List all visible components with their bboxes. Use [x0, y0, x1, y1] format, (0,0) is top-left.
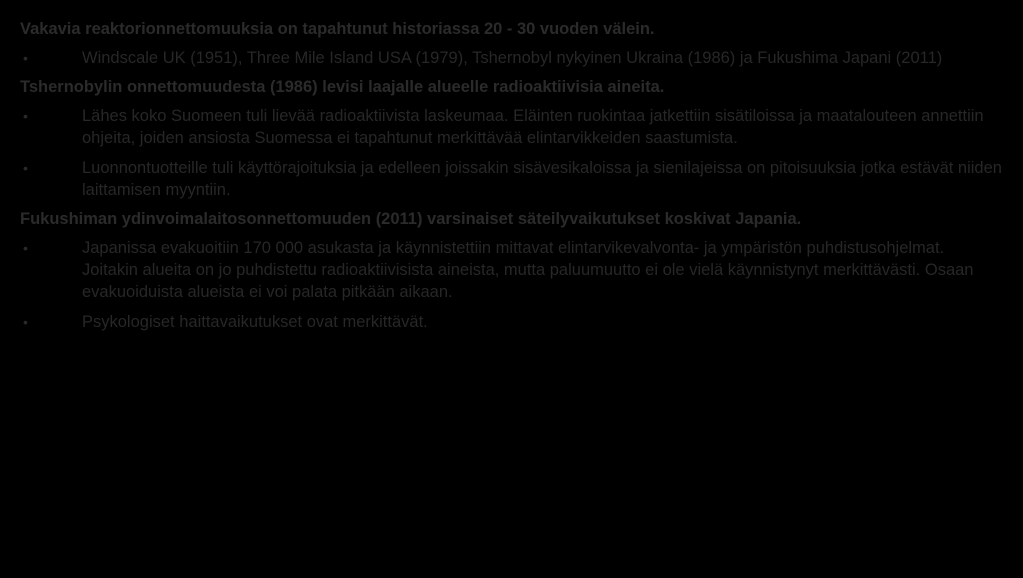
heading-reactor-accidents: Vakavia reaktorionnettomuuksia on tapahtunut historiassa 20 - 30 vuoden välein. [20, 20, 655, 38]
bullet-text: Lähes koko Suomeen tuli lievää radioaktiivista laskeumaa. Eläinten ruokintaa jatkettiin sisätiloissa ja maatalouteen annettiin ohjeita, joiden ansiosta Suomessa ei tapahtunut merkittävää elintarvikkeiden saastumista. [82, 107, 984, 147]
bullet-accident-list [20, 47, 1003, 69]
bullet-dot-icon: • [23, 50, 28, 66]
bullet-dot-icon: • [23, 240, 28, 256]
bullet-natural-products [20, 157, 1003, 201]
bullet-psychological-effects [20, 311, 1003, 333]
bullet-text: Luonnontuotteille tuli käyttörajoituksia ja edelleen joissakin sisävesikaloissa ja sienilajeissa on pitoisuuksia jotka estävät niiden laittamisen myyntiin. [82, 159, 1002, 199]
bullet-text: Windscale UK (1951), Three Mile Island USA (1979), Tshernobyl nykyinen Ukraina (1986) ja Fukushima Japani (2011) [82, 49, 943, 67]
bullet-text: Japanissa evakuoitiin 170 000 asukasta ja käynnistettiin mittavat elintarvikevalvonta- ja ympäristön puhdistusohjelmat. Joitakin alueita on jo puhdistettu radioaktiivisista aineista, mutta paluumuutto ei ole vielä käynnistynyt merkittävästi. Osaan evakuoiduista alueista ei voi palata pitkään aikaan. [82, 239, 974, 301]
heading-chernobyl: Tshernobylin onnettomuudesta (1986) levisi laajalle alueelle radioaktiivisia aineita. [20, 78, 665, 96]
bullet-finland-fallout [20, 105, 1003, 149]
bullet-dot-icon: • [23, 108, 28, 124]
bullet-japan-evacuation [20, 237, 1003, 303]
bullet-dot-icon: • [23, 314, 28, 330]
bullet-text: Psykologiset haittavaikutukset ovat merkittävät. [82, 313, 428, 331]
heading-fukushima: Fukushiman ydinvoimalaitosonnettomuuden (2011) varsinaiset säteilyvaikutukset koskivat Japania. [20, 210, 802, 228]
bullet-dot-icon: • [23, 160, 28, 176]
